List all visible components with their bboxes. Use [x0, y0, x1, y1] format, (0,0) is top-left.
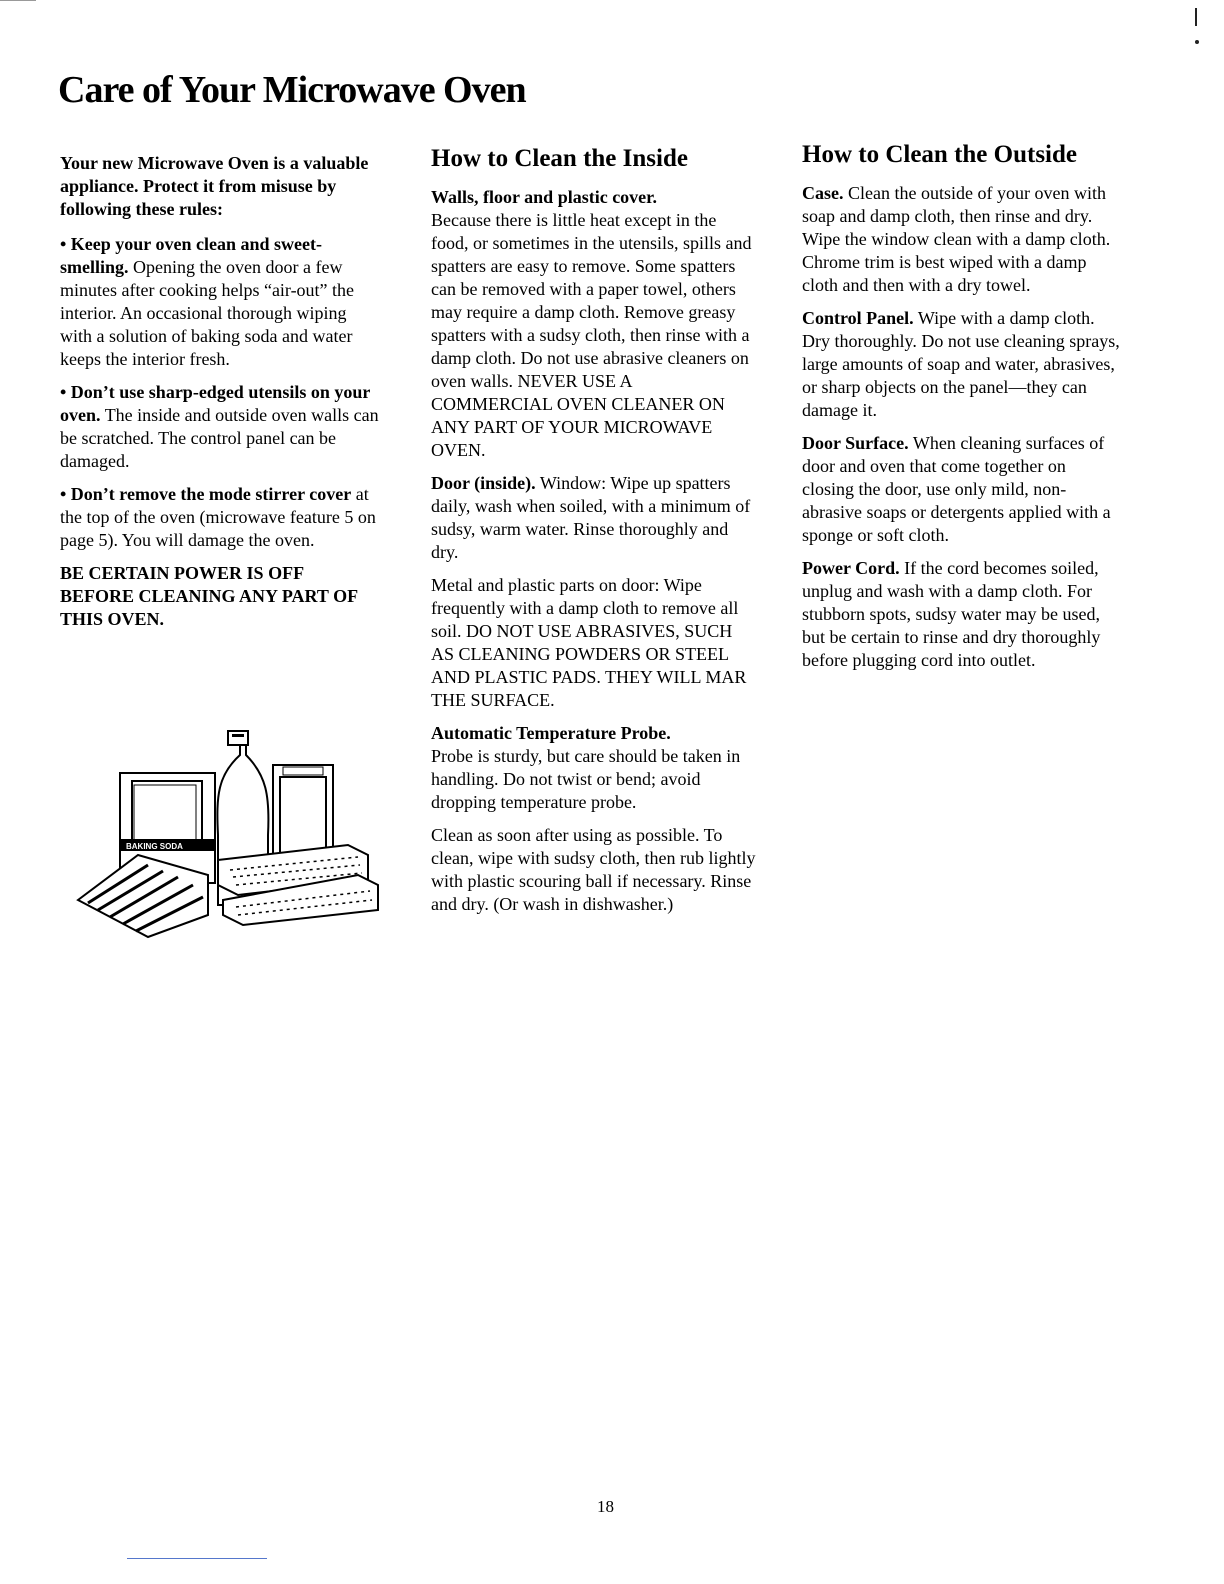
cleaning-supplies-illustration: [68, 725, 384, 940]
clean-outside-column: [802, 140, 1122, 682]
metal-parts-paragraph: Metal and plastic parts on door: Wipe frequently with a damp cloth to remove all soil. DO NOT USE ABRASIVES, SUCH AS CLEANING POWDERS OR STEEL AND PLASTIC PADS. THEY WILL MAR THE SURFACE.: [431, 575, 747, 710]
control-panel-paragraph: [802, 307, 1122, 422]
rule-clean: [60, 233, 380, 371]
door-surface-text: When cleaning surfaces of door and oven that come together on closing the door, use only mild, non-abrasive soaps or detergents applied with a sponge or soft cloth.: [802, 433, 1111, 545]
rule-lead: • Don’t use sharp-edged utensils on your oven.: [60, 382, 371, 425]
walls-lead: Walls, floor and plastic cover.: [431, 187, 658, 207]
page-title: Care of Your Microwave Oven: [58, 69, 526, 111]
rule-stirrer: [60, 483, 380, 552]
rule-text: Opening the oven door a few minutes after cooking helps “air-out” the interior. An occasional thorough wiping with a solution of baking soda and water keeps the interior fresh.: [60, 257, 355, 369]
clean-inside-column: [431, 144, 756, 926]
outside-heading: How to Clean the Outside: [802, 141, 1077, 168]
rule-text: The inside and outside oven walls can be scratched. The control panel can be damaged.: [60, 405, 379, 471]
scan-edge-mark: [0, 0, 36, 1]
door-inside-lead: Door (inside).: [431, 473, 536, 493]
control-panel-lead: Control Panel.: [802, 308, 914, 328]
control-panel-text: Wipe with a damp cloth. Dry thoroughly. Do not use cleaning sprays, large amounts of soap and water, abrasives, or sharp objects on the panel—they can damage it.: [802, 308, 1120, 420]
scan-margin-mark: [1195, 8, 1197, 26]
door-surface-paragraph: [802, 432, 1122, 547]
door-inside-paragraph: [431, 472, 756, 564]
probe-clean-paragraph: Clean as soon after using as possible. To clean, wipe with sudsy cloth, then rub lightly with plastic scouring ball if necessary. Rinse and dry. (Or wash in dishwasher.): [431, 825, 756, 914]
intro-text: Your new Microwave Oven is a valuable appliance. Protect it from misuse by following these rules:: [60, 153, 369, 219]
probe-lead: Automatic Temperature Probe.: [431, 723, 671, 743]
scan-margin-dot: [1195, 40, 1199, 44]
page-number: 18: [597, 1497, 614, 1516]
walls-paragraph: [431, 186, 756, 462]
inside-heading: How to Clean the Inside: [431, 145, 688, 172]
bottom-rule: [127, 1558, 267, 1559]
door-surface-lead: Door Surface.: [802, 433, 909, 453]
case-paragraph: [802, 182, 1122, 297]
baking-soda-label: BAKING SODA: [126, 842, 183, 851]
bottle-cap-detail: [232, 734, 244, 737]
rule-lead: • Keep your oven clean and sweet-smelling.: [60, 234, 322, 277]
walls-text: Because there is little heat except in the food, or sometimes in the utensils, spills and spatters are easy to remove. Some spatters can be removed with a paper towel, others may require a damp cloth. Remove greasy spatters with a sudsy cloth, then rinse with a damp cloth. Do not use abrasive cleaners on oven walls. NEVER USE A COMMERCIAL OVEN CLEANER ON ANY PART OF YOUR MICROWAVE OVEN.: [431, 210, 752, 460]
rule-text: at the top of the oven (microwave feature 5 on page 5). You will damage the oven.: [60, 484, 376, 550]
rule-utensils: [60, 381, 380, 473]
case-lead: Case.: [802, 183, 844, 203]
power-cord-text: If the cord becomes soiled, unplug and wash with a damp cloth. For stubborn spots, sudsy water may be used, but be certain to rinse and dry thoroughly before plugging cord into outlet.: [802, 558, 1101, 670]
case-text: Clean the outside of your oven with soap and damp cloth, then rinse and dry. Wipe the window clean with a damp cloth. Chrome trim is best wiped with a damp cloth and then with a dry towel.: [802, 183, 1111, 295]
door-inside-text: Window: Wipe up spatters daily, wash when soiled, with a minimum of sudsy, warm water. Rinse thoroughly and dry.: [431, 473, 751, 562]
power-cord-lead: Power Cord.: [802, 558, 900, 578]
probe-text: Probe is sturdy, but care should be taken in handling. Do not twist or bend; avoid dropping temperature probe.: [431, 746, 741, 812]
power-cord-paragraph: [802, 557, 1122, 672]
rule-lead: • Don’t remove the mode stirrer cover: [60, 484, 352, 504]
probe-paragraph: [431, 722, 756, 814]
rules-column: [60, 152, 380, 641]
power-warning: BE CERTAIN POWER IS OFF BEFORE CLEANING ANY PART OF THIS OVEN.: [60, 563, 358, 629]
